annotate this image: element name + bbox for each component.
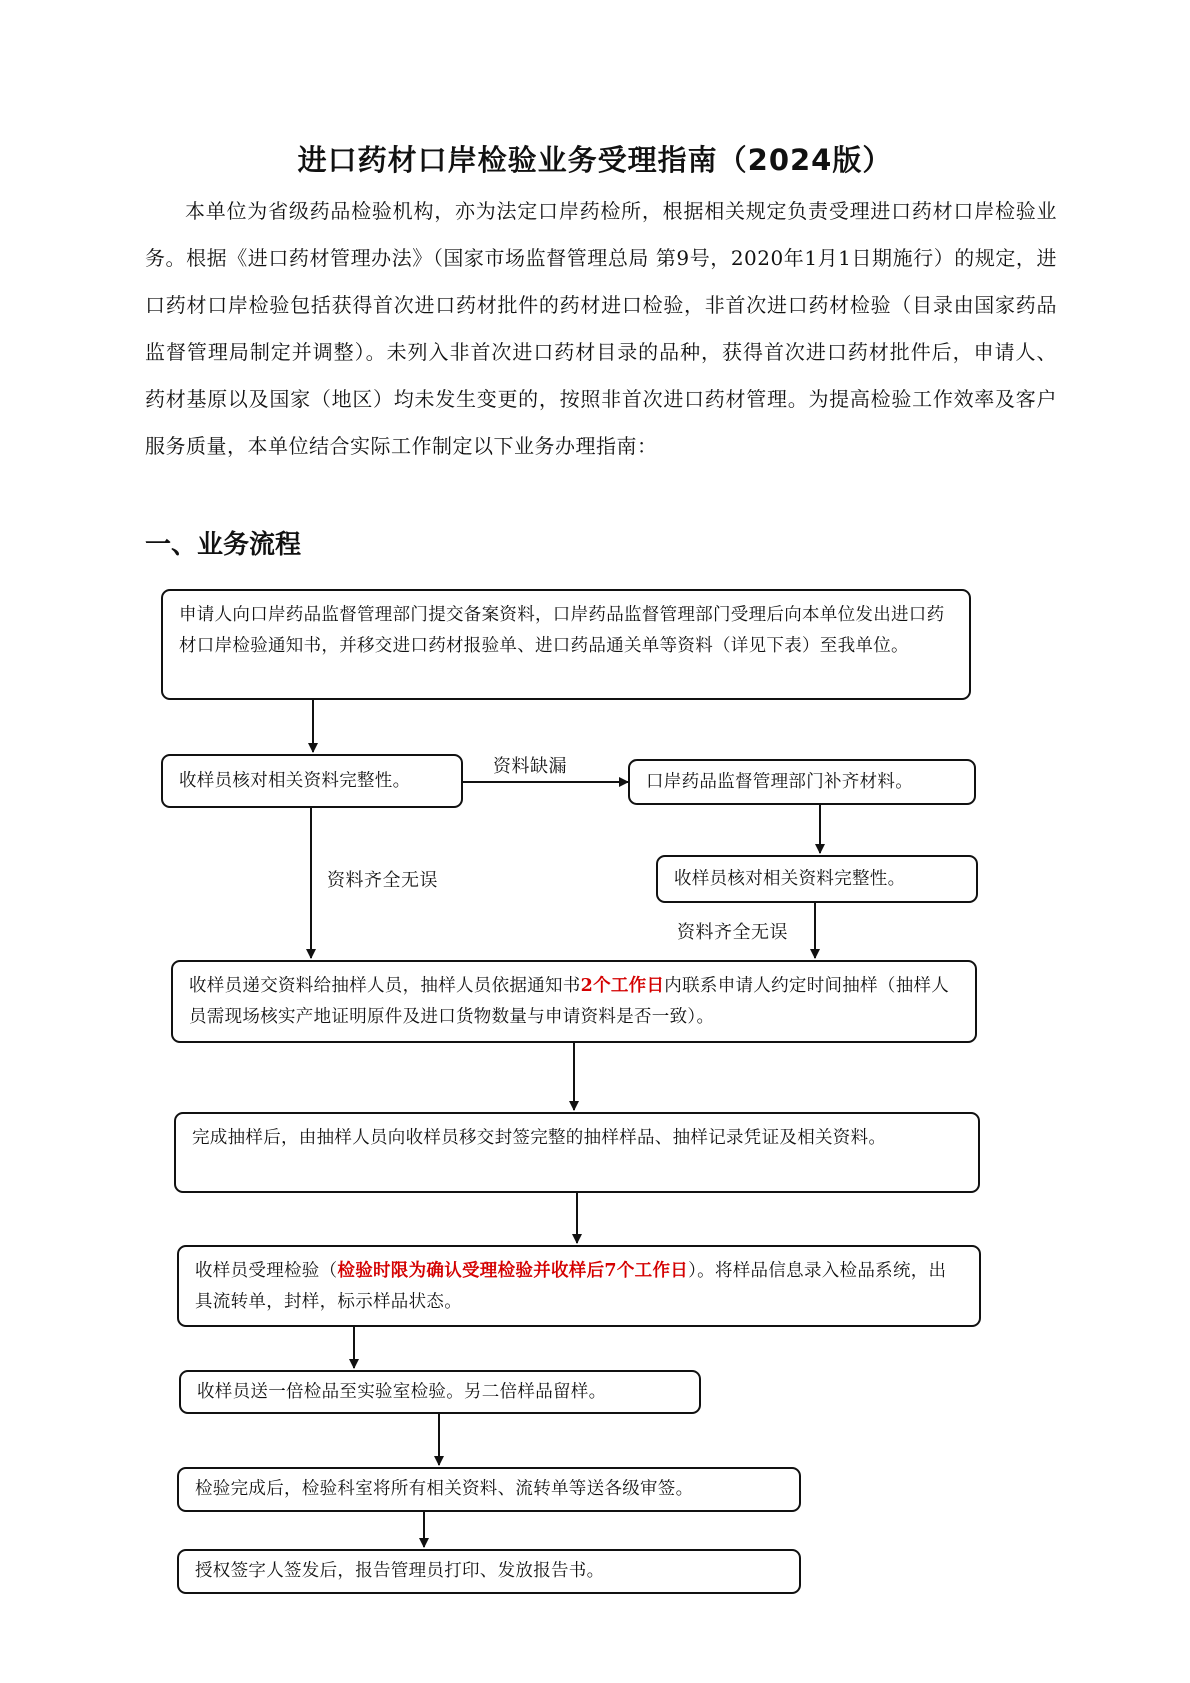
flow-step-issue-report [177,1549,801,1594]
label-materials-complete-right: 资料齐全无误 [677,922,788,943]
label-materials-complete-left: 资料齐全无误 [327,870,438,891]
flow-step-accept-inspection-text-pre: 收样员受理检验（ [195,1261,338,1281]
flow-step-handover-samples [174,1112,980,1193]
flow-step-sampling-text-post: 内联系申请人约定时间抽样（抽样人员需现场核实产地证明原件及进口货物数量与申请资料是否一致）。 [189,976,950,1027]
flow-step-sampling-text-pre: 收样员递交资料给抽样人员，抽样人员依据通知书 [189,976,581,996]
flow-step-check-completeness [161,754,463,808]
flow-step-send-to-lab [179,1370,701,1414]
flow-step-send-to-lab-text: 收样员送一倍检品至实验室检验。另二倍样品留样。 [197,1381,607,1402]
flow-step-accept-inspection-text-post: ）。将样品信息录入检品系统，出具流转单，封样，标示样品状态。 [195,1261,947,1312]
flow-step-review-sign [177,1467,801,1512]
flow-step-handover-samples-text: 完成抽样后，由抽样人员向收样员移交封签完整的抽样样品、抽样记录凭证及相关资料。 [192,1128,887,1148]
flow-step-submit-records [161,589,971,700]
flow-step-accept-inspection [177,1245,981,1327]
section-heading-business-process: 一、业务流程 [145,530,302,560]
flow-step-supplement-materials-text: 口岸药品监督管理部门补齐材料。 [646,771,913,792]
intro-paragraph: 本单位为省级药品检验机构，亦为法定口岸药检所，根据相关规定负责受理进口药材口岸检验业务。根据《进口药材管理办法》（国家市场监督管理总局 第9号，2020年1月1日期施行）的规定，进口药材口岸检验包括获得首次进口药材批件的药材进口检验，非首次进口药材检验（目录由国家药品监督管理局制定并调整）。未列入非首次进口药材目录的品种，获得首次进口药材批件后，申请人、药材基原以及国家（地区）均未发生变更的，按照非首次进口药材管理。为提高检验工作效率及客户服务质量，本单位结合实际工作制定以下业务办理指南： [145,199,1057,458]
flow-step-sampling [171,960,977,1043]
flow-step-submit-records-text: 申请人向口岸药品监督管理部门提交备案资料，口岸药品监督管理部门受理后向本单位发出进口药材口岸检验通知书，并移交进口药材报验单、进口药品通关单等资料（详见下表）至我单位。 [179,605,945,656]
flow-step-review-sign-text: 检验完成后，检验科室将所有相关资料、流转单等送各级审签。 [195,1479,694,1499]
flow-step-supplement-materials [628,759,976,805]
flow-step-accept-inspection-deadline: 检验时限为确认受理检验并收样后7个工作日 [337,1261,689,1281]
label-materials-missing: 资料缺漏 [493,756,567,777]
flow-step-recheck-completeness [656,855,978,903]
document-title: 进口药材口岸检验业务受理指南（2024版） [297,143,893,177]
flow-step-sampling-deadline: 2个工作日 [580,976,665,996]
flow-step-check-completeness-text: 收样员核对相关资料完整性。 [179,770,411,791]
flow-step-issue-report-text: 授权签字人签发后，报告管理员打印、发放报告书。 [195,1561,605,1581]
flow-step-recheck-completeness-text: 收样员核对相关资料完整性。 [674,868,906,889]
